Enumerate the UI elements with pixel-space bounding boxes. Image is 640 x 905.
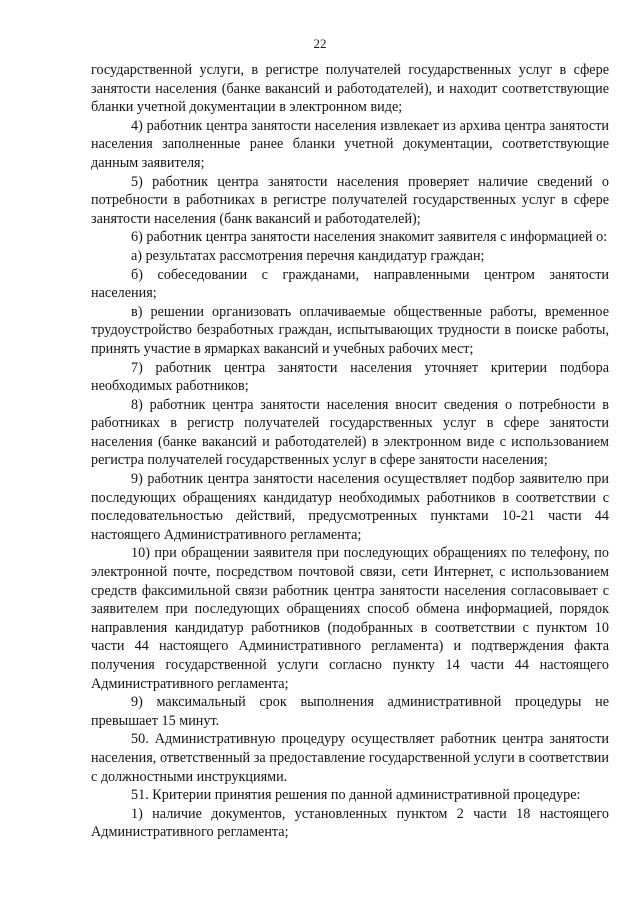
paragraph-section-51: 51. Критерии принятия решения по данной административной процедуре: [131, 787, 581, 804]
paragraph-criterion-1: 1) наличие документов, установленных пунктом 2 части 18 настоящего Административного регламента; [91, 805, 609, 841]
paragraph-item-6: 6) работник центра занятости населения знакомит заявителя с информацией о: [131, 229, 608, 246]
paragraph-subitem-b: б) собеседовании с гражданами, направленными центром занятости населения; [91, 266, 609, 302]
paragraph-item-9: 9) работник центра занятости населения осуществляет подбор заявителю при последующих обращениях кандидатур необходимых работников в соответствии с последовательностью действий, предусмотренных пунктами 10-21 части 44 настоящего Административного регламента; [91, 471, 609, 543]
document-body [91, 61, 609, 842]
paragraph-item-9-time-limit: 9) максимальный срок выполнения административной процедуры не превышает 15 минут. [91, 694, 609, 729]
paragraph-item-4: 4) работник центра занятости населения извлекает из архива центра занятости населения заполненные ранее бланки учетной документации, соответствующие данным заявителя; [91, 117, 609, 171]
paragraph-item-10: 10) при обращении заявителя при последующих обращениях по телефону, по электронной почте, посредством почтовой связи, сети Интернет, с использованием средств факсимильной связи работник центра занятости населения согласовывает с заявителем при последующих обращениях способ обмена информацией, порядок направления кандидатур работников (подобранных в соответствии с пунктом 10 части 44 настоящего Административного регламента) и подтверждения факта получения государственной услуги согласно пункту 14 части 44 настоящего Административного регламента; [91, 545, 609, 692]
page-number: 22 [313, 36, 327, 51]
paragraph-subitem-v: в) решении организовать оплачиваемые общественные работы, временное трудоустройство безработных граждан, испытывающих трудности в поиске работы, принять участие в ярмарках вакансий и учебных рабочих мест; [91, 303, 609, 357]
paragraph-item-7: 7) работник центра занятости населения уточняет критерии подбора необходимых работников; [91, 359, 609, 395]
paragraph-item-8: 8) работник центра занятости населения вносит сведения о потребности в работниках в регистр получателей государственных услуг в сфере занятости населения (банке вакансий и работодателей) в электронном виде с использованием регистра получателей государственных услуг в сфере занятости населения; [91, 396, 609, 469]
paragraph-item-5: 5) работник центра занятости населения проверяет наличие сведений о потребности в работниках в регистре получателей государственных услуг в сфере занятости населения (банк вакансий и работодателей); [91, 173, 609, 227]
paragraph-continuation: государственной услуги, в регистре получателей государственных услуг в сфере занятости населения (банке вакансий и работодателей), и находит соответствующие бланки учетной документации в электронном виде; [91, 62, 609, 116]
paragraph-section-50: 50. Административную процедуру осуществляет работник центра занятости населения, ответственный за предоставление государственной услуги в соответствии с должностными инструкциями. [91, 731, 609, 785]
paragraph-subitem-a: а) результатах рассмотрения перечня кандидатур граждан; [131, 247, 485, 264]
